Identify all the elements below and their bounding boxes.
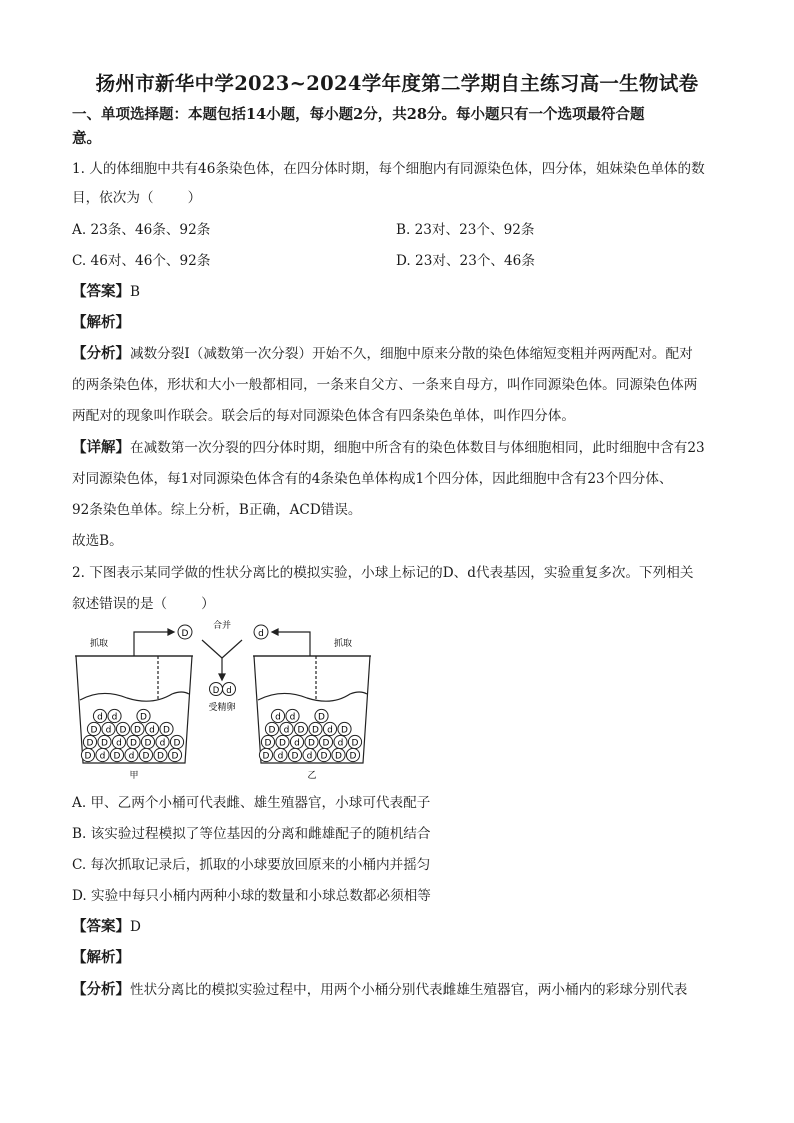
combine-label: 合并 [212,621,232,631]
q2-analysis-line [72,981,687,999]
ball-label: D [134,725,141,736]
fenxi-tag: 【分析】 [72,981,130,998]
ball-label: d [294,738,300,749]
ball-label: D [349,751,357,762]
ball-label: D [90,725,98,736]
q1-stem-part: ） [187,190,202,206]
grab-label-right: 抓取 [334,639,353,649]
ball-label: D [157,751,164,762]
bucket-balls-right [259,709,361,761]
ball-label: D [322,738,330,749]
ball-label: D [84,751,92,762]
ball-label: d [337,738,344,749]
q2-stem-cont [72,595,215,613]
ball-label: d [97,712,103,723]
q1-option-b: B. 23对、23个、92条 [396,222,535,238]
grab-label-left: 抓取 [90,639,109,649]
fenxi-tag: 【分析】 [72,345,130,362]
ball-label: D [173,738,181,749]
ball-label: D [163,725,170,736]
experiment-figure [72,618,372,784]
q1-answer [72,283,140,301]
ball-label: D [262,751,270,762]
q1-conclusion: 故选B。 [72,533,123,549]
ball-label: d [275,712,281,723]
ball-label: d [105,725,112,736]
ball-label: D [171,751,179,762]
ball-label: D [279,738,286,749]
q1-stem: 1. 人的体细胞中共有46条染色体，在四分体时期，每个细胞内有同源染色体，四分体，姐妹染色单体的数 [72,161,705,177]
ball-label: D [86,738,94,749]
answer-value: B [130,284,140,300]
q1-analysis-line: 的两条染色体，形状和大小一般都相同，一条来自父方、一条来自母方，叫作同源染色体。同源染色体两 [72,377,698,393]
q2-option-c: C. 每次抓取记录后，抓取的小球要放回原来的小桶内并摇匀 [72,857,431,873]
ball-label: D [264,738,272,749]
analysis-tag: 【解析】 [72,314,130,331]
q2-option-b: B. 该实验过程模拟了等位基因的分离和雌雄配子的随机结合 [72,826,431,842]
q1-detail-line: 92条染色单体。综上分析，B正确，ACD错误。 [72,502,362,518]
page-title: 扬州市新华中学2023~2024学年度第二学期自主练习高一生物试卷 [95,72,699,95]
q1-analysis-line: 两配对的现象叫作联会。联会后的每对同源染色体含有四条染色单体，叫作四分体。 [72,408,575,424]
q2-option-a: A. 甲、乙两个小桶可代表雌、雄生殖器官，小球可代表配子 [72,795,431,811]
ball-label: D [268,725,276,736]
q1-stem-cont [72,189,201,207]
answer-tag: 【答案】 [72,918,130,935]
detail-text: 在减数第一次分裂的四分体时期，细胞中所含有的染色体数目与体细胞相同，此时细胞中含有23 [130,440,705,456]
q1-option-c: C. 46对、46个、92条 [72,253,211,269]
q2-option-d: D. 实验中每只小桶内两种小球的数量和小球总数都必须相等 [72,888,431,904]
ball-label: D [181,629,189,639]
ball-label: d [258,629,264,639]
ball-label: D [140,712,147,723]
analysis-tag: 【解析】 [72,949,130,966]
ball-label: D [308,738,315,749]
bucket-label-left: 甲 [129,771,139,781]
answer-tag: 【答案】 [72,283,130,300]
ball-label: d [327,725,333,736]
q2-stem-part: 叙述错误的是（ [72,596,168,612]
q1-stem-part: 目，依次为（ [72,190,154,206]
ball-label: d [306,751,313,762]
bucket-balls-left [81,709,183,761]
ball-label: D [212,686,220,696]
ball-label: d [116,738,122,749]
ball-label: D [142,751,150,762]
q2-stem: 2. 下图表示某同学做的性状分离比的模拟实验，小球上标记的D、d代表基因，实验重复多次。下列相关 [72,565,694,581]
q1-detail-line [72,439,705,457]
q2-answer [72,918,141,936]
ball-label: D [312,725,319,736]
answer-value: D [130,919,141,935]
ball-label: D [113,751,121,762]
ball-label: d [149,725,155,736]
q1-option-a: A. 23条、46条、92条 [72,222,211,238]
section-heading-cont: 意。 [72,130,101,147]
ball-label: d [159,738,166,749]
q1-analysis-line [72,345,693,363]
ball-label: D [341,725,348,736]
ball-label: d [283,725,290,736]
ball-label: d [99,751,106,762]
analysis-text: 减数分裂Ⅰ（减数第一次分裂）开始不久，细胞中原来分散的染色体缩短变粗并两两配对。配对 [130,346,693,362]
ball-label: D [320,751,328,762]
section-heading: 一、单项选择题：本题包括14小题，每小题2分，共28分。每小题只有一个选项最符合题 [72,106,645,123]
q1-option-d: D. 23对、23个、46条 [396,253,535,269]
xiangjie-tag: 【详解】 [72,439,130,456]
ball-label: d [226,686,232,696]
ball-label: D [291,751,299,762]
ball-label: d [128,751,135,762]
ball-label: D [351,738,359,749]
ball-label: D [335,751,342,762]
ball-label: d [289,712,296,723]
q2-stem-part: ） [201,596,215,612]
ball-label: D [318,712,325,723]
q1-detail-line: 对同源染色体，每1对同源染色体含有的4条染色单体构成1个四分体，因此细胞中含有23个四分体、 [72,471,673,487]
ball-label: D [144,738,152,749]
ball-label: d [111,712,118,723]
ball-label: D [130,738,137,749]
zygote-label: 受精卵 [208,703,236,713]
ball-label: D [297,725,305,736]
analysis-text: 性状分离比的模拟实验过程中，用两个小桶分别代表雌雄生殖器官，两小桶内的彩球分别代表 [130,982,688,998]
ball-label: D [101,738,108,749]
ball-label: d [277,751,284,762]
ball-label: D [119,725,127,736]
bucket-label-right: 乙 [307,771,317,781]
